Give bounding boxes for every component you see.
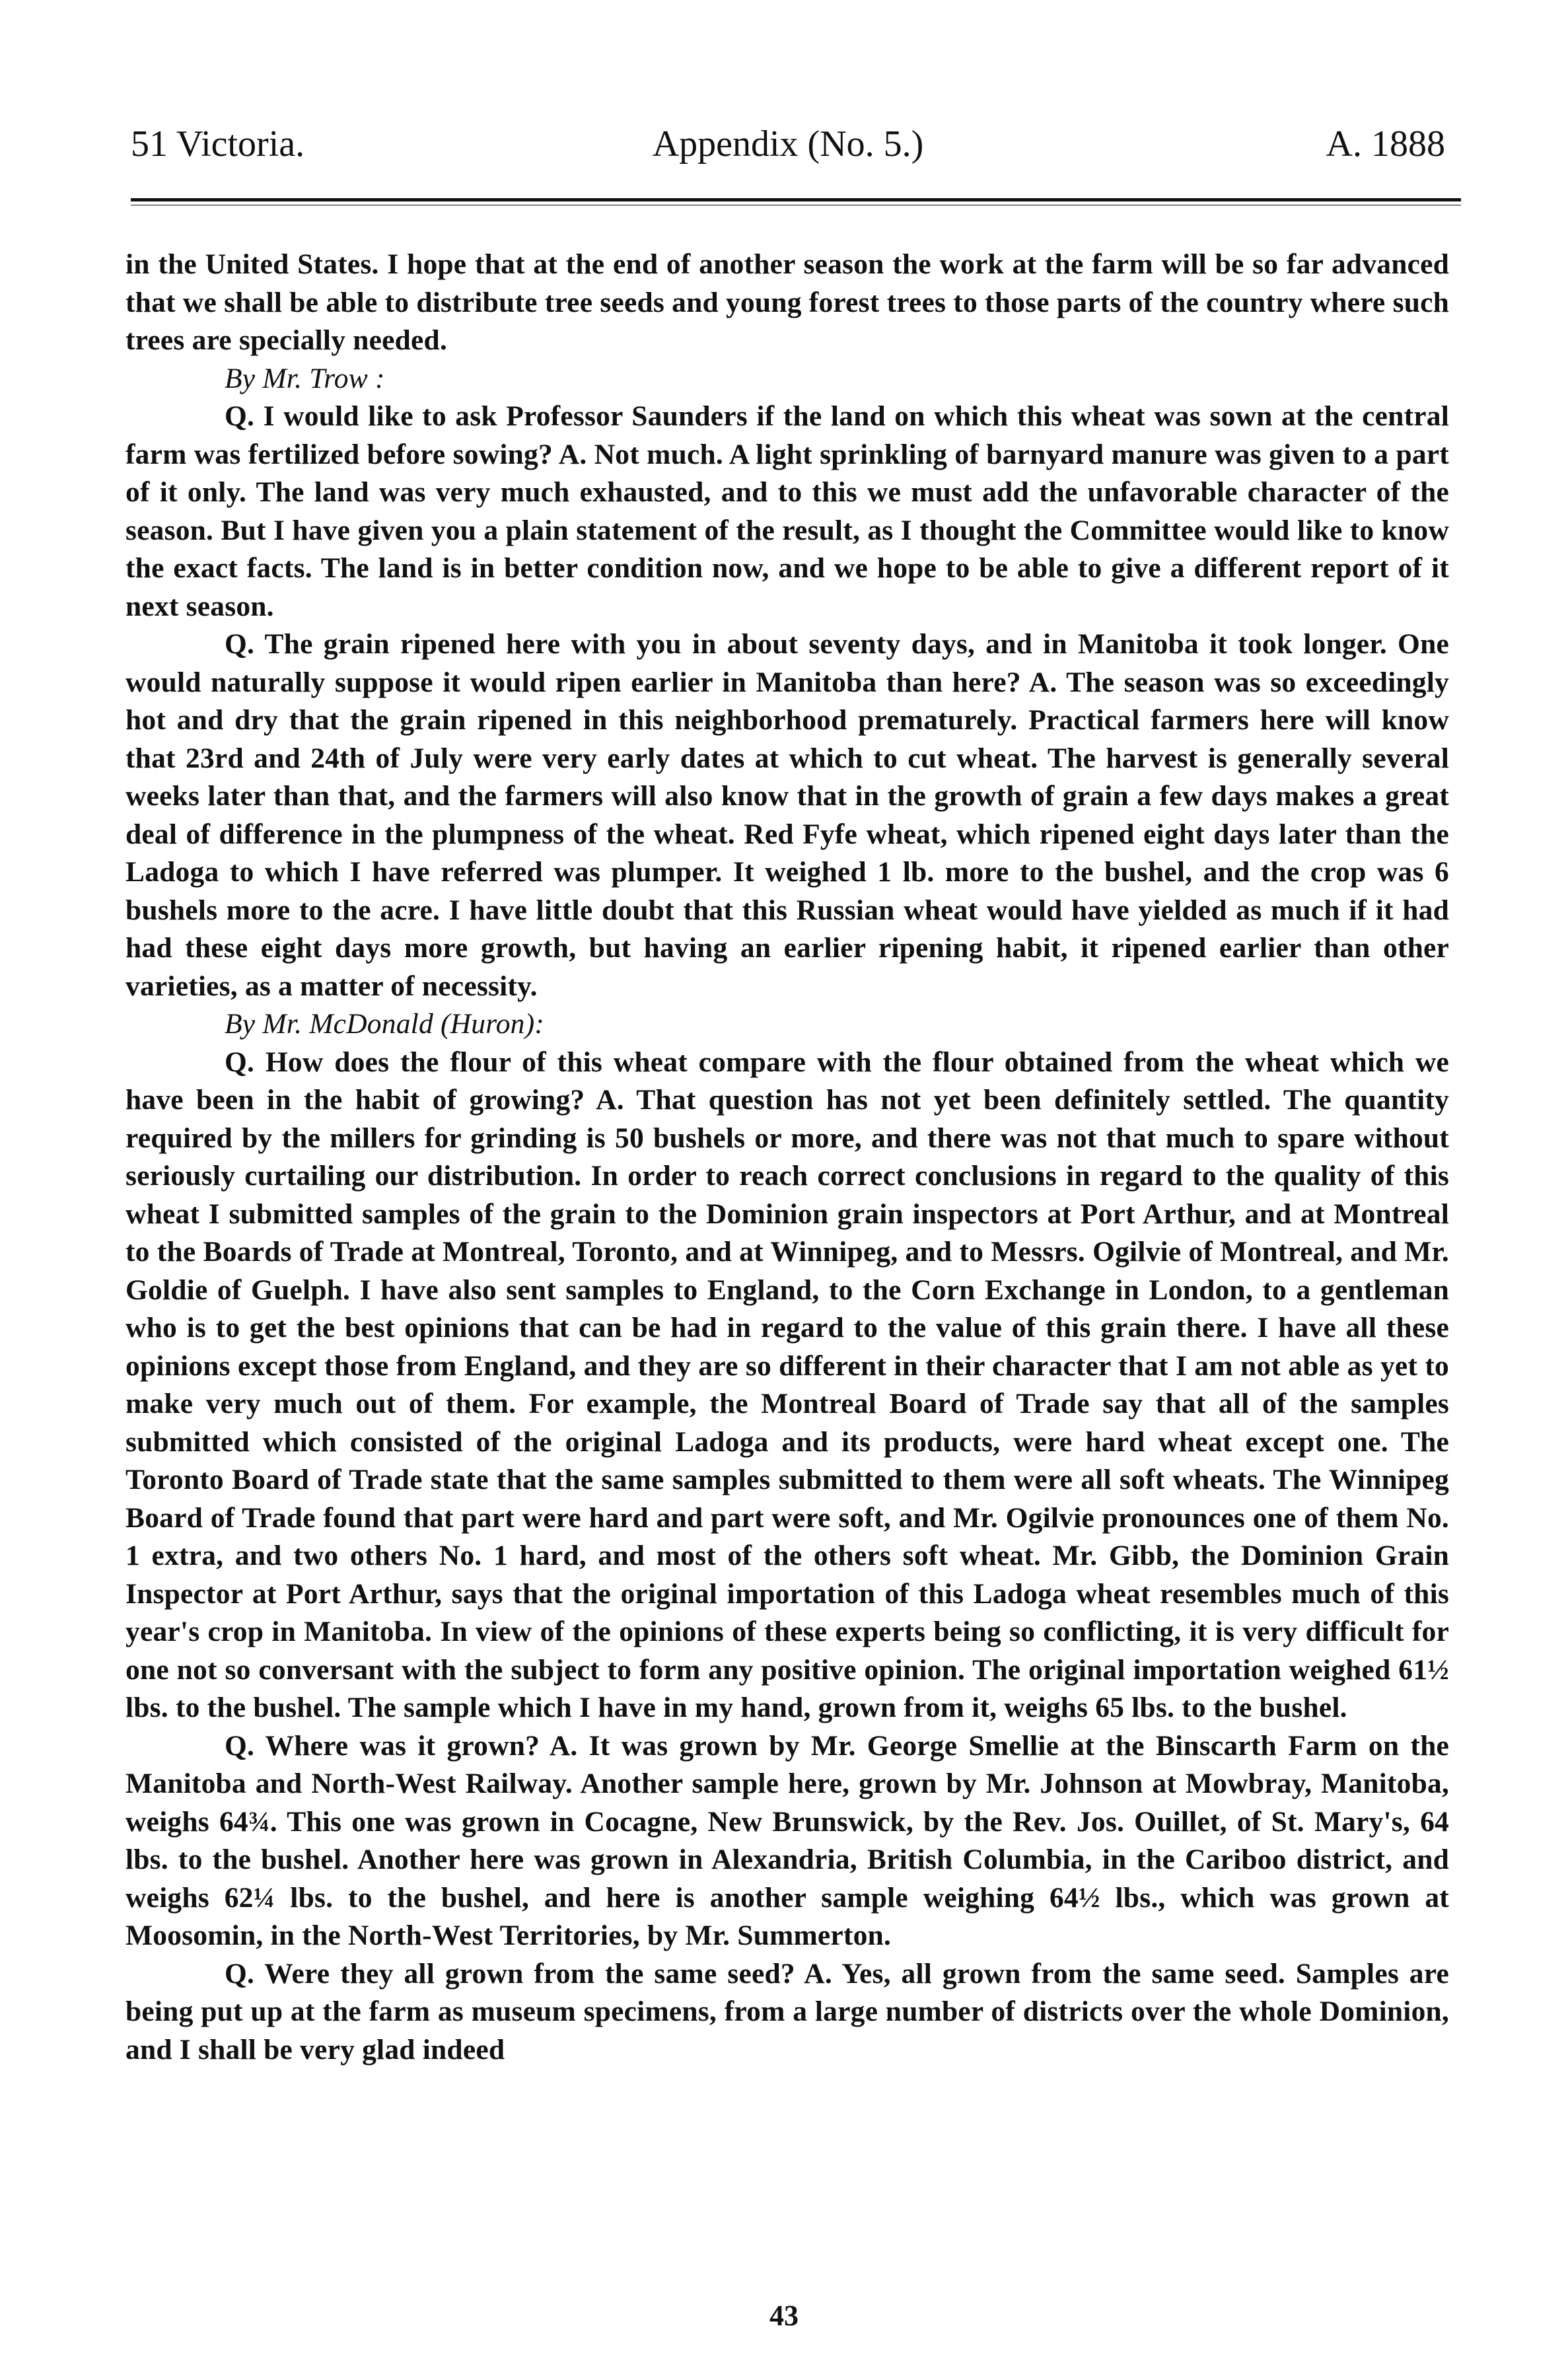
header-session: 51 Victoria. <box>131 124 305 164</box>
paragraph: Q. Where was it grown? A. It was grown by Mr. George Smellie at the Binscarth Farm on the Manitoba and North-West Railway. Another sample here, grown by Mr. Johnson at Mowbray, Manitoba, weighs 64¾. This one was grown in Cocagne, New Brunswick, by the Rev. Jos. Ouillet, of St. Mary's, 64 lbs. to the bushel. Another here was grown in Alexandria, British Columbia, in the Cariboo district, and weighs 62¼ lbs. to the bushel, and here is another sample weighing 64½ lbs., which was grown at Moosomin, in the North-West Territories, by Mr. Summerton. <box>125 1729 1449 1951</box>
header-year: A. 1888 <box>1326 124 1445 164</box>
page-body <box>125 246 1449 2069</box>
paragraph: Q. The grain ripened here with you in about seventy days, and in Manitoba it took longer. One would naturally suppose it would ripen earlier in Manitoba than here? A. The season was so exceedingly hot and dry that the grain ripened in this neighborhood prematurely. Practical farmers here will know that 23rd and 24th of July were very early dates at which to cut wheat. The harvest is generally several weeks later than that, and the farmers will also know that in the growth of grain a few days makes a great deal of difference in the plumpness of the wheat. Red Fyfe wheat, which ripened eight days later than the Ladoga to which I have referred was plumper. It weighed 1 lb. more to the bushel, and the crop was 6 bushels more to the acre. I have little doubt that this Russian wheat would have yielded as much if it had had these eight days more growth, but having an earlier ripening habit, it ripened earlier than other varieties, as a matter of necessity. <box>125 628 1449 1002</box>
header-rule-thick <box>131 198 1461 201</box>
header-appendix: Appendix (No. 5.) <box>652 124 924 164</box>
paragraph: Q. I would like to ask Professor Saunders if the land on which this wheat was sown at the central farm was fertilized before sowing? A. Not much. A light sprinkling of barnyard manure was given to a part of it only. The land was very much exhausted, and to this we must add the unfavorable character of the season. But I have given you a plain statement of the result, as I thought the Committee would like to know the exact facts. The land is in better condition now, and we hope to be able to give a different report of it next season. <box>125 400 1449 622</box>
speaker-line: By Mr. Trow : <box>225 362 385 394</box>
paragraph: in the United States. I hope that at the end of another season the work at the farm will be so far advanced that we shall be able to distribute tree seeds and young forest trees to those parts of the country where such trees are specially needed. <box>125 248 1449 356</box>
speaker-line: By Mr. McDonald (Huron): <box>225 1008 545 1040</box>
page-number: 43 <box>769 2299 799 2332</box>
paragraph: Q. Were they all grown from the same seed? A. Yes, all grown from the same seed. Samples are being put up at the farm as museum specimens, from a large number of districts over the whole Dominion, and I shall be very glad indeed <box>125 1957 1449 2066</box>
running-header <box>131 118 1445 170</box>
paragraph: Q. How does the flour of this wheat compare with the flour obtained from the wheat which we have been in the habit of growing? A. That question has not yet been definitely settled. The quantity required by the millers for grinding is 50 bushels or more, and there was not that much to spare without seriously curtailing our distribution. In order to reach correct conclusions in regard to the quality of this wheat I submitted samples of the grain to the Dominion grain inspectors at Port Arthur, and at Montreal to the Boards of Trade at Montreal, Toronto, and at Winnipeg, and to Messrs. Ogilvie of Montreal, and Mr. Goldie of Guelph. I have also sent samples to England, to the Corn Exchange in London, to a gentleman who is to get the best opinions that can be had in regard to the value of this grain there. I have all these opinions except those from England, and they are so different in their character that I am not able as yet to make very much out of them. For example, the Montreal Board of Trade say that all of the samples submitted which consisted of the original Ladoga and its products, were hard wheat except one. The Toronto Board of Trade state that the same samples submitted to them were all soft wheats. The Winnipeg Board of Trade found that part were hard and part were soft, and Mr. Ogilvie pronounces one of them No. 1 extra, and two others No. 1 hard, and most of the others soft wheat. Mr. Gibb, the Dominion Grain Inspector at Port Arthur, says that the original importation of this Ladoga wheat resembles much of this year's crop in Manitoba. In view of the opinions of these experts being so conflicting, it is very difficult for one not so conversant with the subject to form any positive opinion. The original importation weighed 61½ lbs. to the bushel. The sample which I have in my hand, grown from it, weighs 65 lbs. to the bushel. <box>125 1046 1449 1723</box>
